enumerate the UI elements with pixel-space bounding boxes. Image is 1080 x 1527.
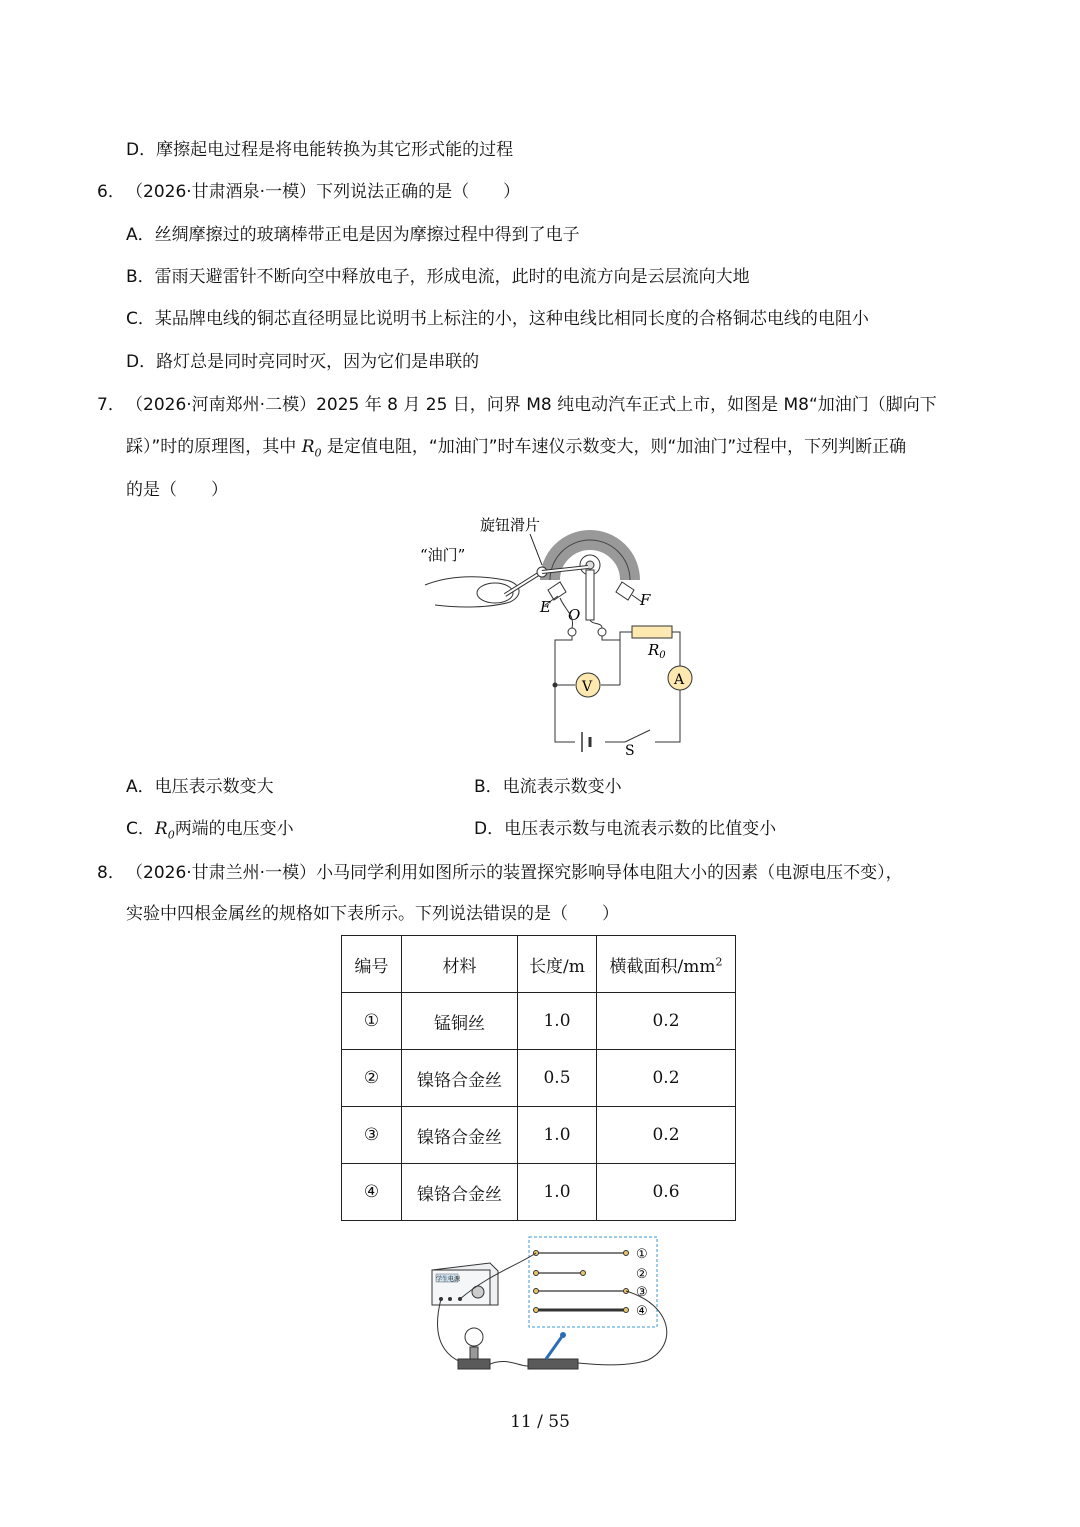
table-row <box>342 1107 736 1164</box>
resistor-r0 <box>632 626 672 638</box>
cell: 0.2 <box>597 993 736 1050</box>
q6-stem: （2026·甘肃酒泉·一模）下列说法正确的是（ ） <box>126 182 521 202</box>
cell: 0.5 <box>518 1050 597 1107</box>
q6-option-a: A．丝绸摩擦过的玻璃棒带正电是因为摩擦过程中得到了电子 <box>126 225 580 245</box>
header-number: 编号 <box>342 936 402 993</box>
q7-optc-sub: 0 <box>167 828 175 842</box>
cell: 锰铜丝 <box>402 993 518 1050</box>
q7-optc-r: R <box>154 819 168 839</box>
q6-option-b: B．雷雨天避雷针不断向空中释放电子，形成电流，此时的电流方向是云层流向大地 <box>126 267 750 287</box>
cell: 0.6 <box>597 1164 736 1221</box>
page-number: 11 / 55 <box>510 1412 570 1432</box>
q7-option-b: B．电流表示数变小 <box>474 777 622 797</box>
q7-option-a: A．电压表示数变大 <box>126 777 274 797</box>
q6-option-d: D．路灯总是同时亮同时灭，因为它们是串联的 <box>126 352 480 372</box>
q8-stem-line1: （2026·甘肃兰州·一模）小马同学利用如图所示的装置探究影响导体电阻大小的因素（电源电压不变）， <box>126 863 903 883</box>
q7-number: 7． <box>97 395 125 415</box>
cell: ④ <box>342 1164 402 1221</box>
q5-option-d: D．摩擦起电过程是将电能转换为其它形式能的过程 <box>126 140 514 160</box>
cell: 镍铬合金丝 <box>402 1050 518 1107</box>
ammeter-label: A <box>674 672 685 688</box>
table-row <box>342 1164 736 1221</box>
q7-stem-line2 <box>126 436 906 464</box>
label-O: O <box>568 606 581 624</box>
power-supply-label: 学生电源 <box>436 1276 461 1283</box>
wire-label-1: ① <box>636 1247 648 1262</box>
wire-label-2: ② <box>636 1267 648 1282</box>
q7-stem-line3: 的是（ ） <box>126 480 228 500</box>
cell: 1.0 <box>518 1107 597 1164</box>
q7-line2-b: 是定值电阻，“加油门”时车速仪示数变大，则“加油门”过程中，下列判断正确 <box>321 437 907 457</box>
switch-label: S <box>625 743 635 759</box>
q7-stem-line1: （2026·河南郑州·二模）2025 年 8 月 25 日，问界 M8 纯电动汽车正式上市，如图是 M8“加油门（脚向下 <box>126 395 937 415</box>
wire-label-3: ③ <box>636 1285 648 1300</box>
wire-label-4: ④ <box>636 1304 648 1319</box>
header-material: 材料 <box>402 936 518 993</box>
q7-circuit-figure <box>410 510 710 760</box>
q8-stem-line2: 实验中四根金属丝的规格如下表所示。下列说法错误的是（ ） <box>126 904 619 924</box>
table-row <box>342 1050 736 1107</box>
knob-slider-label: 旋钮滑片 <box>480 516 541 534</box>
q8-number: 8． <box>97 863 125 883</box>
label-F: F <box>640 591 651 609</box>
q7-option-d: D．电压表示数与电流表示数的比值变小 <box>474 819 777 839</box>
cell: ② <box>342 1050 402 1107</box>
label-r0: $R_0$ <box>648 641 666 661</box>
header-area: 横截面积$/mm^2$ <box>597 936 736 993</box>
q7-line2-a: 踩）”时的原理图，其中 <box>126 437 302 457</box>
cell: 0.2 <box>597 1107 736 1164</box>
q7-r0: R <box>301 437 315 457</box>
cell: ③ <box>342 1107 402 1164</box>
pedal-label: “油门” <box>420 546 466 564</box>
cell: 镍铬合金丝 <box>402 1107 518 1164</box>
wire-spec-table <box>341 935 736 1221</box>
cell: ① <box>342 993 402 1050</box>
cell: 0.2 <box>597 1050 736 1107</box>
cell: 1.0 <box>518 993 597 1050</box>
table-row <box>342 993 736 1050</box>
cell: 镍铬合金丝 <box>402 1164 518 1221</box>
q7-option-c <box>126 818 294 846</box>
voltmeter-label: V <box>582 679 593 695</box>
label-E: E <box>540 598 551 616</box>
cell: 1.0 <box>518 1164 597 1221</box>
header-length: 长度/m <box>518 936 597 993</box>
q7-optc-text: 两端的电压变小 <box>174 819 294 839</box>
q7-optc-prefix: C． <box>126 819 155 839</box>
q6-option-c: C．某品牌电线的铜芯直径明显比说明书上标注的小，这种电线比相同长度的合格铜芯电线的电阻小 <box>126 309 869 329</box>
bulb-icon <box>465 1328 483 1346</box>
q8-apparatus-figure <box>428 1235 688 1380</box>
table-header-row <box>342 936 736 993</box>
q7-r0-sub: 0 <box>314 446 322 460</box>
q6-number: 6． <box>97 182 125 202</box>
knife-switch <box>546 1335 563 1359</box>
